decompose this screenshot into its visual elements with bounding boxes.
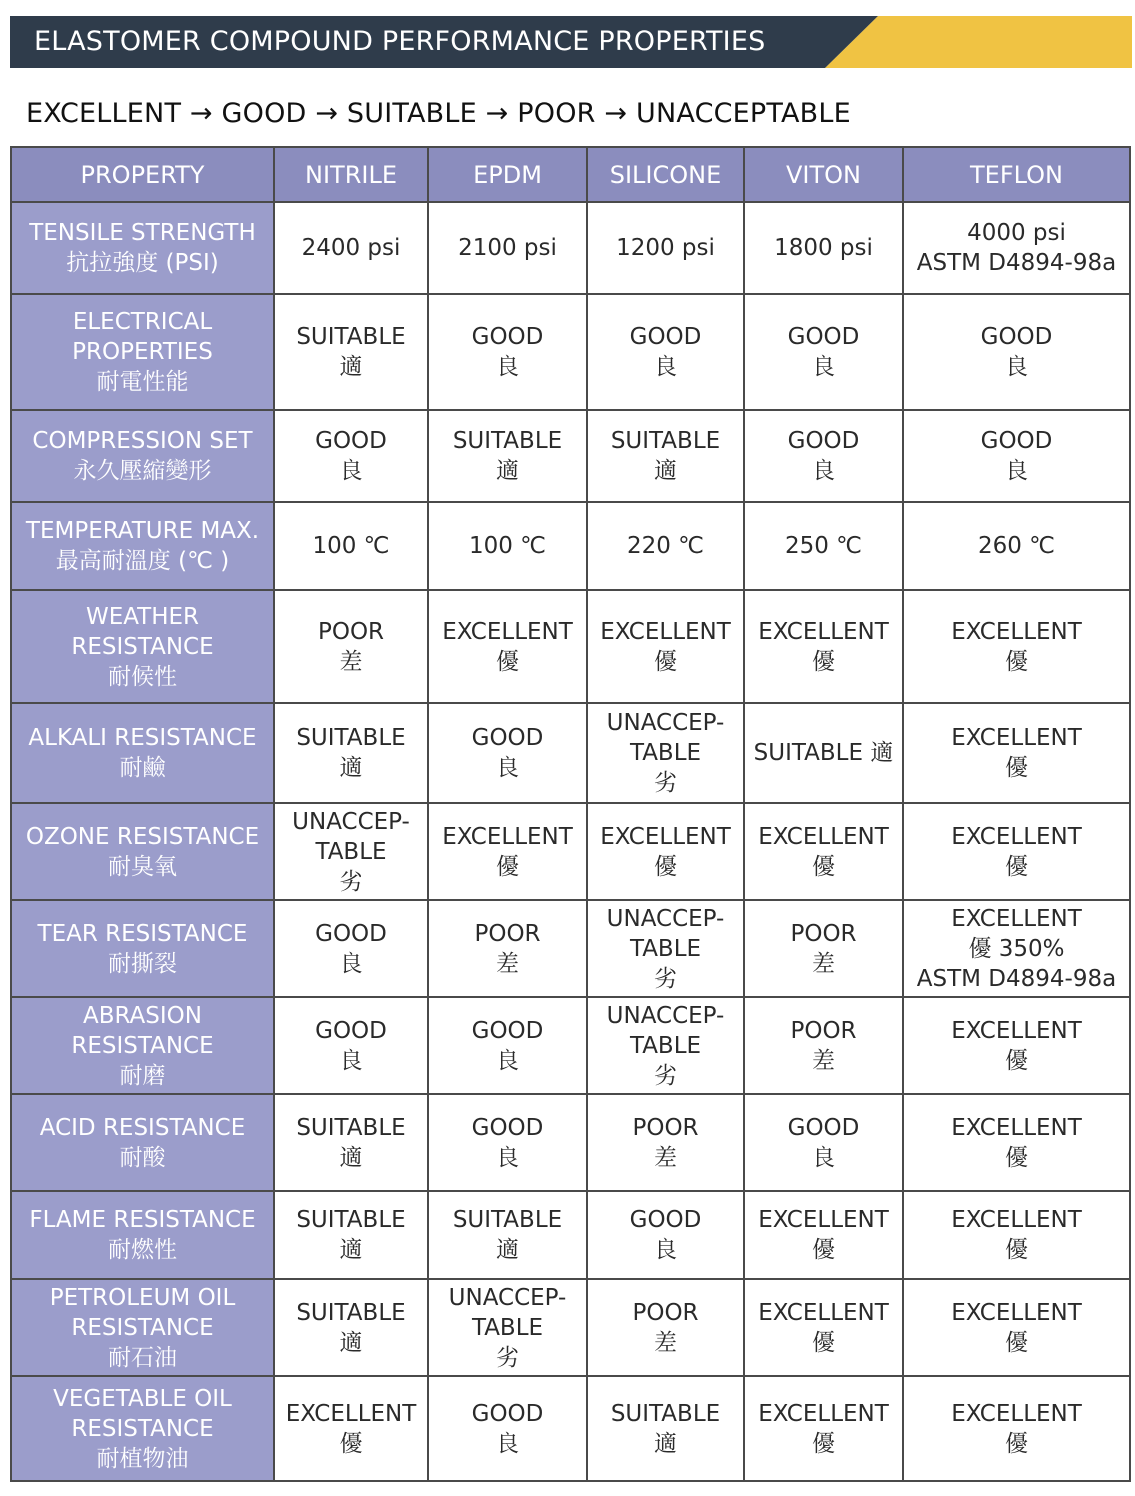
- rating-line: GOOD: [315, 1017, 387, 1044]
- property-cell: [11, 1279, 274, 1376]
- property-cell: [11, 1376, 274, 1481]
- rating-line: GOOD: [629, 1207, 702, 1233]
- rating-line: 良: [812, 458, 835, 484]
- rating-line: 優: [812, 853, 835, 880]
- rating-cell-nitrile: [274, 1191, 428, 1279]
- rating-line: POOR: [790, 1017, 857, 1044]
- table-row: [11, 703, 1130, 803]
- rating-cell-epdm: [428, 1191, 587, 1279]
- rating-line: ASTM D4894-98a: [916, 250, 1117, 276]
- property-line: PROPERTIES: [72, 339, 213, 365]
- rating-line: 優: [1005, 853, 1028, 880]
- rating-cell-viton: [744, 1376, 903, 1481]
- property-line: ABRASION: [83, 1002, 202, 1029]
- rating-cell-teflon: [903, 590, 1130, 703]
- rating-cell-silicone: [587, 1094, 744, 1191]
- rating-line: GOOD: [471, 1114, 544, 1141]
- rating-line: 優: [812, 648, 835, 675]
- rating-line: GOOD: [471, 324, 544, 350]
- table-row: [11, 202, 1130, 294]
- rating-line: EXCELLENT: [951, 725, 1082, 751]
- rating-line: 適: [654, 458, 677, 484]
- rating-line: ASTM D4894-98a: [916, 965, 1117, 992]
- rating-cell-nitrile: [274, 590, 428, 703]
- rating-cell-epdm: [428, 703, 587, 803]
- rating-cell-silicone: [587, 803, 744, 900]
- property-cell: [11, 1094, 274, 1191]
- rating-line: 劣: [654, 770, 677, 796]
- rating-line: 適: [654, 1430, 677, 1457]
- rating-line: UNACCEP-: [448, 1284, 567, 1311]
- rating-line: EXCELLENT: [951, 1299, 1082, 1326]
- property-line: 耐燃性: [108, 1237, 177, 1263]
- property-line: PETROLEUM OIL: [49, 1284, 236, 1311]
- rating-cell-viton: [744, 502, 903, 590]
- column-header-epdm: EPDM: [428, 147, 587, 202]
- rating-cell-silicone: [587, 1191, 744, 1279]
- rating-cell-nitrile: [274, 1279, 428, 1376]
- rating-cell-silicone: [587, 294, 744, 410]
- rating-line: EXCELLENT: [951, 1207, 1082, 1233]
- rating-cell-teflon: [903, 1279, 1130, 1376]
- property-cell: [11, 703, 274, 803]
- rating-cell-viton: [744, 1191, 903, 1279]
- rating-cell-viton: [744, 803, 903, 900]
- table-row: [11, 1191, 1130, 1279]
- rating-line: 適: [339, 1329, 363, 1356]
- rating-line: 良: [654, 354, 677, 380]
- rating-line: 良: [339, 1047, 363, 1074]
- rating-cell-epdm: [428, 590, 587, 703]
- rating-line: EXCELLENT: [758, 1400, 889, 1427]
- rating-cell-epdm: [428, 1279, 587, 1376]
- property-line: 耐石油: [108, 1344, 177, 1371]
- rating-line: 1800 psi: [774, 235, 873, 261]
- rating-line: 優: [654, 648, 677, 675]
- rating-cell-teflon: [903, 1191, 1130, 1279]
- rating-cell-teflon: [903, 997, 1130, 1094]
- rating-cell-epdm: [428, 997, 587, 1094]
- column-header-nitrile: NITRILE: [274, 147, 428, 202]
- rating-line: POOR: [632, 1299, 699, 1326]
- page-title: ELASTOMER COMPOUND PERFORMANCE PROPERTIES: [34, 26, 766, 57]
- rating-line: SUITABLE: [296, 1207, 406, 1233]
- rating-line: UNACCEP-: [606, 905, 725, 932]
- rating-cell-nitrile: [274, 202, 428, 294]
- rating-line: 適: [496, 458, 519, 484]
- rating-line: 優: [1005, 1237, 1028, 1263]
- property-line: COMPRESSION SET: [32, 428, 253, 454]
- rating-line: 優: [1005, 648, 1028, 675]
- rating-cell-epdm: [428, 1094, 587, 1191]
- rating-cell-silicone: [587, 410, 744, 502]
- rating-line: 優: [812, 1237, 835, 1263]
- table-row: [11, 997, 1130, 1094]
- rating-line: GOOD: [471, 1400, 544, 1427]
- table-row: [11, 502, 1130, 590]
- rating-line: SUITABLE: [452, 428, 563, 454]
- rating-line: 良: [654, 1237, 677, 1263]
- rating-cell-silicone: [587, 1376, 744, 1481]
- rating-cell-silicone: [587, 590, 744, 703]
- properties-table: [10, 146, 1131, 1482]
- rating-cell-nitrile: [274, 294, 428, 410]
- table-row: [11, 803, 1130, 900]
- rating-line: 劣: [339, 868, 363, 895]
- rating-line: 適: [339, 1144, 363, 1171]
- table-row: [11, 900, 1130, 997]
- rating-line: 良: [812, 354, 835, 380]
- rating-line: TABLE: [629, 1032, 702, 1059]
- rating-cell-teflon: [903, 202, 1130, 294]
- rating-line: GOOD: [980, 428, 1053, 454]
- rating-line: 良: [496, 1430, 519, 1457]
- rating-line: GOOD: [471, 1017, 544, 1044]
- rating-line: EXCELLENT: [600, 823, 731, 850]
- table-row: [11, 410, 1130, 502]
- property-line: RESISTANCE: [71, 1032, 214, 1059]
- rating-cell-viton: [744, 997, 903, 1094]
- banner-accent: [825, 16, 1132, 68]
- table-row: [11, 1094, 1130, 1191]
- rating-line: 良: [496, 354, 519, 380]
- rating-line: 100 ℃: [468, 533, 547, 559]
- rating-line: 優 350%: [968, 935, 1065, 962]
- rating-cell-teflon: [903, 502, 1130, 590]
- property-line: 耐植物油: [96, 1445, 189, 1472]
- rating-line: 優: [1005, 1430, 1028, 1457]
- rating-cell-viton: [744, 202, 903, 294]
- property-line: 耐臭氧: [108, 853, 177, 880]
- rating-line: 良: [1005, 354, 1028, 380]
- rating-line: EXCELLENT: [951, 905, 1082, 932]
- rating-line: EXCELLENT: [951, 823, 1082, 850]
- rating-line: 劣: [654, 965, 677, 992]
- table-row: [11, 1376, 1130, 1481]
- property-cell: [11, 590, 274, 703]
- rating-line: 優: [496, 853, 519, 880]
- property-line: 耐候性: [108, 663, 177, 690]
- property-line: ACID RESISTANCE: [39, 1114, 246, 1141]
- rating-cell-viton: [744, 590, 903, 703]
- property-line: 抗拉強度 (PSI): [66, 250, 219, 276]
- rating-line: 劣: [654, 1062, 677, 1089]
- rating-line: POOR: [474, 920, 541, 947]
- rating-line: GOOD: [471, 725, 544, 751]
- rating-cell-teflon: [903, 1094, 1130, 1191]
- property-line: 最高耐溫度 (℃ ): [55, 548, 230, 574]
- rating-cell-nitrile: [274, 997, 428, 1094]
- rating-line: 優: [1005, 1329, 1028, 1356]
- rating-line: 差: [654, 1329, 677, 1356]
- table-row: [11, 1279, 1130, 1376]
- table-row: [11, 590, 1130, 703]
- rating-line: 差: [496, 950, 519, 977]
- rating-line: SUITABLE: [296, 725, 406, 751]
- property-line: 耐磨: [119, 1062, 166, 1089]
- rating-line: 差: [812, 1047, 835, 1074]
- rating-cell-epdm: [428, 900, 587, 997]
- rating-line: EXCELLENT: [951, 1114, 1082, 1141]
- property-line: RESISTANCE: [71, 1415, 214, 1442]
- rating-cell-viton: [744, 1094, 903, 1191]
- property-line: ALKALI RESISTANCE: [28, 725, 257, 751]
- rating-line: 劣: [496, 1344, 519, 1371]
- rating-line: 優: [1005, 1144, 1028, 1171]
- property-line: VEGETABLE OIL: [53, 1385, 232, 1412]
- rating-line: 良: [1005, 458, 1028, 484]
- rating-line: EXCELLENT: [758, 823, 889, 850]
- rating-line: 220 ℃: [626, 533, 705, 559]
- rating-line: 良: [812, 1144, 835, 1171]
- property-line: RESISTANCE: [71, 1314, 214, 1341]
- rating-line: EXCELLENT: [951, 618, 1082, 645]
- property-line: RESISTANCE: [71, 633, 214, 660]
- property-line: TEAR RESISTANCE: [37, 920, 248, 947]
- rating-line: 優: [1005, 755, 1028, 781]
- rating-line: 良: [339, 458, 363, 484]
- rating-cell-silicone: [587, 1279, 744, 1376]
- rating-line: POOR: [317, 618, 385, 645]
- rating-cell-nitrile: [274, 502, 428, 590]
- rating-line: 適: [339, 354, 363, 380]
- property-line: TEMPERATURE MAX.: [25, 518, 260, 544]
- rating-line: 適: [339, 1237, 363, 1263]
- rating-line: 差: [339, 648, 363, 675]
- rating-line: 優: [812, 1430, 835, 1457]
- rating-line: 適: [496, 1237, 519, 1263]
- rating-line: SUITABLE: [296, 324, 406, 350]
- rating-line: SUITABLE: [296, 1299, 406, 1326]
- property-line: 耐電性能: [96, 369, 189, 395]
- property-cell: [11, 202, 274, 294]
- rating-line: 優: [339, 1430, 363, 1457]
- rating-scale: EXCELLENT → GOOD → SUITABLE → POOR → UNACCEPTABLE: [26, 98, 851, 129]
- rating-cell-teflon: [903, 803, 1130, 900]
- rating-cell-nitrile: [274, 1094, 428, 1191]
- rating-cell-viton: [744, 900, 903, 997]
- property-cell: [11, 900, 274, 997]
- rating-line: 差: [812, 950, 835, 977]
- rating-line: 良: [496, 1144, 519, 1171]
- rating-line: 260 ℃: [977, 533, 1056, 559]
- rating-cell-nitrile: [274, 1376, 428, 1481]
- column-header-property: PROPERTY: [11, 147, 274, 202]
- table-body: [11, 202, 1130, 1481]
- column-header-viton: VITON: [744, 147, 903, 202]
- rating-line: 良: [496, 755, 519, 781]
- property-cell: [11, 410, 274, 502]
- rating-line: GOOD: [315, 920, 387, 947]
- rating-line: GOOD: [787, 428, 860, 454]
- property-cell: [11, 803, 274, 900]
- rating-cell-epdm: [428, 202, 587, 294]
- rating-line: SUITABLE: [296, 1114, 406, 1141]
- title-banner: [10, 16, 1132, 68]
- rating-line: GOOD: [787, 1114, 860, 1141]
- rating-cell-epdm: [428, 1376, 587, 1481]
- rating-cell-silicone: [587, 997, 744, 1094]
- rating-cell-viton: [744, 410, 903, 502]
- property-line: WEATHER: [85, 603, 200, 630]
- property-line: 永久壓縮變形: [73, 458, 212, 484]
- rating-line: UNACCEP-: [606, 710, 725, 736]
- rating-cell-viton: [744, 1279, 903, 1376]
- rating-line: GOOD: [787, 324, 860, 350]
- rating-cell-nitrile: [274, 900, 428, 997]
- header-row: [11, 147, 1130, 202]
- rating-line: 2400 psi: [301, 235, 401, 261]
- property-line: 耐酸: [119, 1144, 166, 1171]
- rating-line: SUITABLE: [452, 1207, 563, 1233]
- rating-line: TABLE: [471, 1314, 544, 1341]
- rating-cell-silicone: [587, 502, 744, 590]
- rating-line: 差: [654, 1144, 677, 1171]
- rating-line: UNACCEP-: [292, 808, 410, 835]
- table-row: [11, 294, 1130, 410]
- column-header-silicone: SILICONE: [587, 147, 744, 202]
- property-line: ELECTRICAL: [72, 309, 213, 335]
- rating-cell-nitrile: [274, 410, 428, 502]
- rating-line: 4000 psi: [967, 220, 1066, 246]
- rating-cell-teflon: [903, 410, 1130, 502]
- rating-cell-epdm: [428, 803, 587, 900]
- rating-line: EXCELLENT: [758, 1299, 889, 1326]
- rating-line: SUITABLE: [610, 428, 721, 454]
- property-cell: [11, 997, 274, 1094]
- rating-line: EXCELLENT: [951, 1400, 1082, 1427]
- rating-cell-epdm: [428, 294, 587, 410]
- rating-line: EXCELLENT: [951, 1017, 1082, 1044]
- property-cell: [11, 502, 274, 590]
- rating-line: UNACCEP-: [606, 1002, 725, 1029]
- rating-line: 250 ℃: [784, 533, 863, 559]
- rating-line: SUITABLE 適: [753, 740, 894, 766]
- rating-line: 適: [339, 755, 363, 781]
- property-line: TENSILE STRENGTH: [29, 220, 256, 246]
- rating-line: 良: [339, 950, 363, 977]
- rating-line: SUITABLE: [610, 1400, 721, 1427]
- rating-line: 1200 psi: [616, 235, 715, 261]
- rating-line: 2100 psi: [458, 235, 557, 261]
- rating-line: 100 ℃: [312, 533, 390, 559]
- rating-cell-epdm: [428, 502, 587, 590]
- rating-line: 優: [654, 853, 677, 880]
- rating-cell-silicone: [587, 900, 744, 997]
- rating-cell-nitrile: [274, 803, 428, 900]
- rating-cell-epdm: [428, 410, 587, 502]
- column-header-teflon: TEFLON: [903, 147, 1130, 202]
- property-line: FLAME RESISTANCE: [29, 1207, 256, 1233]
- rating-line: EXCELLENT: [442, 618, 573, 645]
- rating-line: GOOD: [629, 324, 702, 350]
- rating-line: POOR: [790, 920, 857, 947]
- rating-line: TABLE: [629, 740, 702, 766]
- property-line: OZONE RESISTANCE: [25, 823, 260, 850]
- rating-line: POOR: [632, 1114, 699, 1141]
- property-line: 耐撕裂: [108, 950, 177, 977]
- rating-cell-viton: [744, 703, 903, 803]
- property-line: 耐鹼: [119, 755, 166, 781]
- rating-line: 優: [496, 648, 519, 675]
- rating-line: GOOD: [980, 324, 1053, 350]
- rating-cell-silicone: [587, 703, 744, 803]
- rating-cell-viton: [744, 294, 903, 410]
- property-cell: [11, 1191, 274, 1279]
- rating-line: EXCELLENT: [600, 618, 731, 645]
- rating-cell-teflon: [903, 294, 1130, 410]
- rating-cell-teflon: [903, 703, 1130, 803]
- rating-line: TABLE: [629, 935, 702, 962]
- rating-line: 良: [496, 1047, 519, 1074]
- rating-line: EXCELLENT: [758, 1207, 889, 1233]
- property-cell: [11, 294, 274, 410]
- rating-cell-teflon: [903, 900, 1130, 997]
- rating-line: 優: [812, 1329, 835, 1356]
- rating-line: 優: [1005, 1047, 1028, 1074]
- rating-line: EXCELLENT: [285, 1400, 417, 1427]
- rating-line: TABLE: [315, 838, 387, 865]
- rating-line: EXCELLENT: [758, 618, 889, 645]
- rating-line: EXCELLENT: [442, 823, 573, 850]
- rating-cell-teflon: [903, 1376, 1130, 1481]
- rating-cell-silicone: [587, 202, 744, 294]
- rating-cell-nitrile: [274, 703, 428, 803]
- rating-line: GOOD: [315, 428, 387, 454]
